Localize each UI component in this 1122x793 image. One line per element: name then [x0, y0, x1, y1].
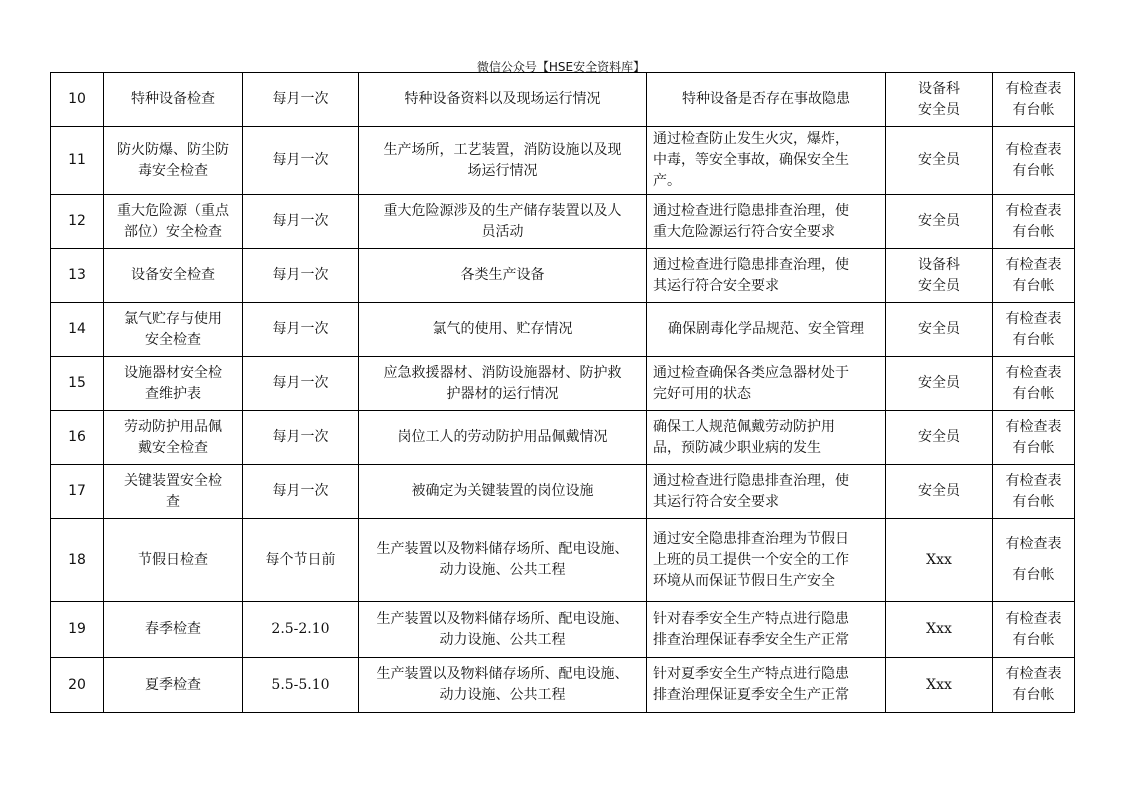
cell-responsible [886, 411, 993, 465]
cell-frequency: 每月一次 [243, 195, 359, 249]
cell-line: 完好可用的状态 [653, 385, 751, 402]
cell-line: 动力设施、公共工程 [439, 631, 566, 648]
cell-content [359, 195, 647, 249]
cell-line: 护器材的运行情况 [446, 385, 559, 402]
cell-line: 动力设施、公共工程 [439, 687, 566, 703]
cell-content [359, 357, 647, 411]
cell-line: 安全员 [918, 152, 960, 168]
cell-record [993, 465, 1075, 519]
cell-line: 环境从而保证节假日生产安全 [653, 572, 835, 589]
cell-frequency: 每月一次 [243, 411, 359, 465]
cell-line: 各类生产设备 [460, 267, 545, 283]
cell-line: 戴安全检查 [138, 439, 208, 456]
cell-line: 有检查表 [1005, 472, 1062, 489]
cell-line: Xxx [926, 551, 952, 568]
cell-check-name [104, 195, 243, 249]
cell-frequency: 每月一次 [243, 303, 359, 357]
cell-content [359, 658, 647, 713]
table-row [51, 127, 1075, 195]
cell-line: 毒安全检查 [138, 162, 208, 179]
cell-record [993, 602, 1075, 658]
cell-check-name [104, 249, 243, 303]
cell-line: 劳动防护用品佩 [124, 418, 222, 435]
cell-frequency: 每月一次 [243, 127, 359, 195]
cell-content [359, 411, 647, 465]
table-row [51, 303, 1075, 357]
cell-line: 特种设备是否存在事故隐患 [682, 91, 850, 107]
cell-content [359, 127, 647, 195]
cell-record [993, 249, 1075, 303]
cell-line: 应急救援器材、消防设施器材、防护救 [383, 364, 622, 381]
cell-number: 20 [51, 658, 104, 713]
cell-line: 重大危险源运行符合安全要求 [653, 223, 835, 240]
cell-number: 18 [51, 519, 104, 602]
table-body [51, 73, 1075, 713]
cell-purpose [647, 249, 886, 303]
cell-line: 品，预防减少职业病的发生 [653, 439, 821, 456]
cell-line: 安全员 [918, 101, 960, 118]
cell-line: 防火防爆、防尘防 [117, 141, 229, 158]
cell-number: 10 [51, 73, 104, 127]
cell-line: 针对夏季安全生产特点进行隐患 [653, 666, 849, 682]
cell-line: 针对春季安全生产特点进行隐患 [653, 610, 849, 627]
cell-frequency: 5.5-5.10 [243, 658, 359, 713]
cell-number: 14 [51, 303, 104, 357]
cell-line: 通过安全隐患排查治理为节假日 [653, 530, 849, 547]
cell-line: 中毒，等安全事故，确保安全生 [653, 152, 849, 168]
cell-check-name [104, 465, 243, 519]
cell-line: 通过检查确保各类应急器材处于 [653, 364, 849, 381]
table-row [51, 411, 1075, 465]
cell-line: 有检查表 [1005, 610, 1062, 627]
cell-responsible [886, 73, 993, 127]
page-header: 微信公众号【HSE安全资料库】 [476, 60, 646, 74]
cell-content [359, 519, 647, 602]
cell-purpose [647, 357, 886, 411]
cell-purpose [647, 519, 886, 602]
cell-line: 有检查表 [1005, 310, 1062, 327]
cell-line: 有台帐 [1012, 493, 1055, 510]
cell-frequency: 每月一次 [243, 465, 359, 519]
cell-responsible [886, 465, 993, 519]
cell-line: 安全员 [918, 375, 960, 391]
cell-line: 重大危险源涉及的生产储存装置以及人 [383, 202, 622, 219]
cell-line: 安全员 [918, 213, 960, 229]
cell-line: 有检查表 [1005, 80, 1062, 97]
cell-line: 有检查表 [1005, 364, 1062, 381]
cell-responsible [886, 127, 993, 195]
cell-line: 有检查表 [1005, 202, 1062, 219]
cell-line: 场运行情况 [467, 162, 538, 179]
cell-responsible [886, 658, 993, 713]
cell-responsible [886, 357, 993, 411]
cell-record [993, 73, 1075, 127]
cell-record [993, 127, 1075, 195]
cell-check-name [104, 658, 243, 713]
cell-line: 有台帐 [1012, 567, 1055, 583]
cell-purpose [647, 303, 886, 357]
cell-line: 有台帐 [1012, 687, 1055, 703]
cell-responsible [886, 602, 993, 658]
cell-line: Xxx [926, 676, 952, 693]
table-row [51, 519, 1075, 602]
table-row [51, 249, 1075, 303]
cell-line: 有检查表 [1005, 418, 1062, 435]
table-row [51, 658, 1075, 713]
cell-purpose [647, 658, 886, 713]
cell-line: 通过检查防止发生火灾，爆炸， [653, 131, 849, 147]
cell-content [359, 602, 647, 658]
cell-line: Xxx [926, 621, 952, 637]
cell-number: 15 [51, 357, 104, 411]
cell-check-name [104, 602, 243, 658]
cell-line: 有检查表 [1005, 536, 1062, 552]
cell-record [993, 519, 1075, 602]
cell-line: 有台帐 [1012, 101, 1055, 118]
cell-number: 16 [51, 411, 104, 465]
cell-check-name [104, 357, 243, 411]
cell-frequency: 每个节日前 [243, 519, 359, 602]
cell-line: 通过检查进行隐患排查治理，使 [653, 256, 849, 273]
cell-line: 春季检查 [145, 621, 201, 637]
cell-line: 产。 [653, 173, 681, 189]
table-row [51, 73, 1075, 127]
cell-line: 有台帐 [1012, 162, 1055, 179]
cell-purpose [647, 465, 886, 519]
cell-frequency: 每月一次 [243, 249, 359, 303]
cell-purpose [647, 127, 886, 195]
cell-number: 17 [51, 465, 104, 519]
cell-line: 安全员 [918, 277, 960, 294]
cell-line: 有检查表 [1005, 666, 1062, 682]
cell-line: 设备科 [918, 256, 960, 273]
cell-check-name [104, 127, 243, 195]
cell-line: 通过检查进行隐患排查治理，使 [653, 472, 849, 489]
cell-line: 关键装置安全检 [124, 472, 222, 489]
cell-frequency: 2.5-2.10 [243, 602, 359, 658]
cell-check-name [104, 73, 243, 127]
cell-frequency: 每月一次 [243, 357, 359, 411]
cell-purpose [647, 73, 886, 127]
cell-check-name [104, 411, 243, 465]
cell-line: 有检查表 [1005, 256, 1062, 273]
table-row [51, 465, 1075, 519]
cell-line: 排查治理保证夏季安全生产正常 [653, 687, 849, 703]
cell-line: 有台帐 [1012, 277, 1055, 294]
cell-line: 重大危险源（重点 [117, 202, 229, 219]
cell-line: 上班的员工提供一个安全的工作 [653, 551, 849, 568]
cell-line: 通过检查进行隐患排查治理，使 [653, 202, 849, 219]
cell-responsible [886, 519, 993, 602]
cell-line: 安全检查 [145, 331, 201, 348]
inspection-table [50, 72, 1075, 713]
cell-line: 查 [166, 493, 180, 510]
cell-line: 生产装置以及物料储存场所、配电设施、 [376, 610, 629, 627]
cell-responsible [886, 249, 993, 303]
cell-line: 确保工人规范佩戴劳动防护用 [653, 418, 835, 435]
cell-record [993, 303, 1075, 357]
cell-number: 12 [51, 195, 104, 249]
cell-line: 安全员 [918, 429, 960, 445]
cell-responsible [886, 303, 993, 357]
cell-number: 13 [51, 249, 104, 303]
cell-check-name [104, 519, 243, 602]
cell-line: 设备安全检查 [131, 267, 215, 283]
cell-purpose [647, 195, 886, 249]
cell-line: 特种设备资料以及现场运行情况 [404, 91, 601, 107]
cell-check-name [104, 303, 243, 357]
cell-record [993, 195, 1075, 249]
cell-content [359, 465, 647, 519]
cell-line: 设施器材安全检 [124, 364, 222, 381]
cell-number: 19 [51, 602, 104, 658]
cell-line: 有检查表 [1005, 141, 1062, 158]
cell-line: 节假日检查 [138, 551, 208, 568]
cell-number: 11 [51, 127, 104, 195]
cell-purpose [647, 602, 886, 658]
cell-line: 员活动 [481, 223, 524, 240]
cell-record [993, 658, 1075, 713]
table-row [51, 602, 1075, 658]
cell-frequency: 每月一次 [243, 73, 359, 127]
cell-line: 生产装置以及物料储存场所、配电设施、 [376, 541, 629, 557]
table-row [51, 357, 1075, 411]
cell-content [359, 249, 647, 303]
cell-line: 有台帐 [1012, 385, 1055, 402]
cell-line: 有台帐 [1012, 631, 1055, 648]
cell-purpose [647, 411, 886, 465]
cell-line: 排查治理保证春季安全生产正常 [653, 631, 849, 648]
cell-line: 其运行符合安全要求 [653, 277, 779, 294]
cell-line: 夏季检查 [145, 676, 201, 693]
cell-line: 被确定为关键装置的岗位设施 [411, 483, 594, 499]
cell-line: 查维护表 [145, 385, 201, 402]
cell-line: 有台帐 [1012, 439, 1055, 456]
cell-line: 氯气的使用、贮存情况 [432, 321, 573, 337]
cell-line: 有台帐 [1012, 331, 1055, 348]
cell-line: 安全员 [918, 483, 960, 499]
cell-responsible [886, 195, 993, 249]
cell-line: 生产场所，工艺装置，消防设施以及现 [383, 141, 622, 158]
cell-record [993, 411, 1075, 465]
table-row [51, 195, 1075, 249]
cell-line: 岗位工人的劳动防护用品佩戴情况 [397, 429, 608, 445]
cell-line: 确保剧毒化学品规范、安全管理 [668, 321, 864, 337]
cell-line: 安全员 [918, 321, 960, 337]
cell-record [993, 357, 1075, 411]
cell-line: 特种设备检查 [131, 91, 215, 107]
cell-content [359, 303, 647, 357]
cell-line: 氯气贮存与使用 [124, 310, 222, 327]
cell-line: 有台帐 [1012, 223, 1055, 240]
cell-line: 动力设施、公共工程 [439, 562, 566, 578]
cell-line: 设备科 [918, 80, 960, 97]
cell-line: 部位）安全检查 [124, 223, 222, 240]
cell-line: 其运行符合安全要求 [653, 493, 779, 510]
cell-line: 生产装置以及物料储存场所、配电设施、 [376, 666, 629, 682]
cell-content [359, 73, 647, 127]
